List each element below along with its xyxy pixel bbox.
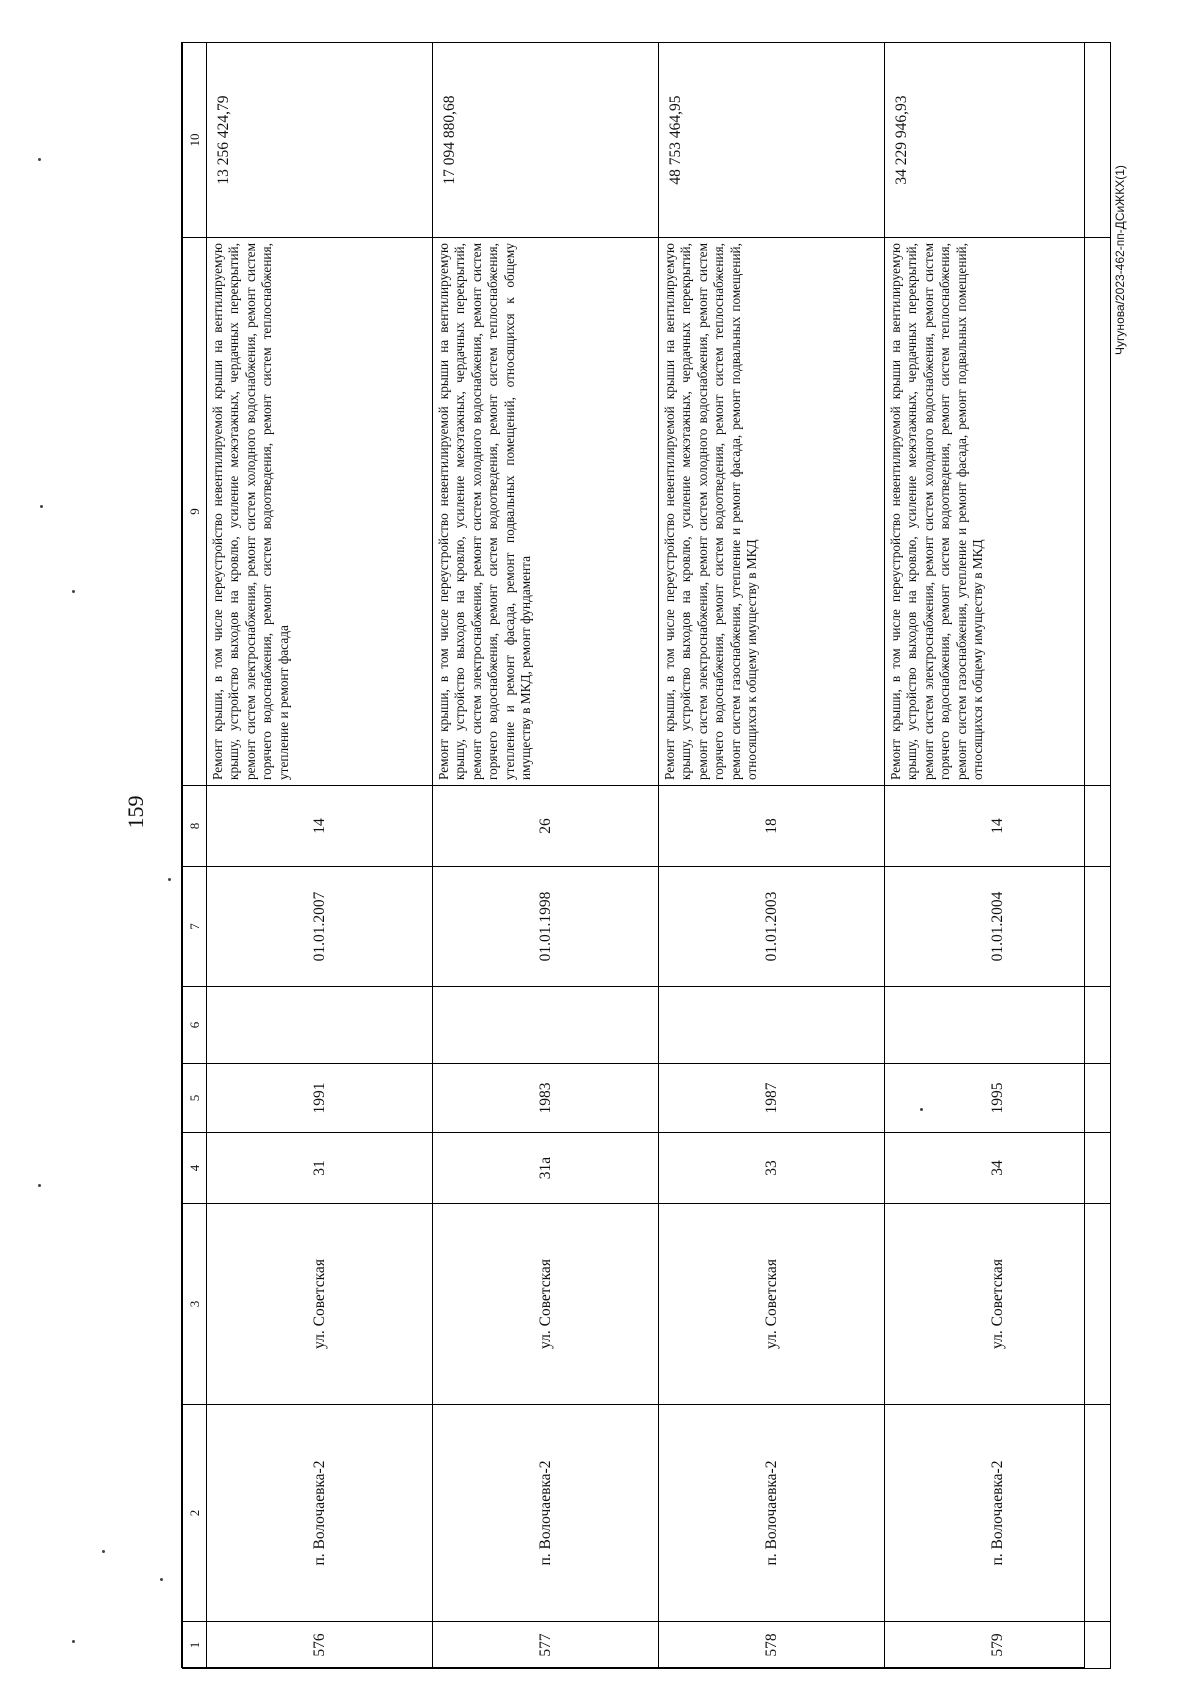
cost-cell: 13 256 424,79 <box>207 43 433 238</box>
column-number-header: 3 <box>183 1204 207 1405</box>
scan-speck <box>40 505 43 508</box>
cost-cell: 34 229 946,93 <box>885 43 1111 238</box>
settlement-cell: п. Волочаевка-2 <box>885 1405 1111 1622</box>
date-cell: 01.01.2007 <box>207 867 433 987</box>
houses-table <box>182 42 1111 1669</box>
row-number-cell: 577 <box>433 1622 659 1669</box>
row-number-cell: 579 <box>885 1622 1111 1669</box>
street-cell: ул. Советская <box>885 1204 1111 1405</box>
empty-cell <box>659 987 885 1064</box>
year-built-cell: 1995 <box>885 1064 1111 1133</box>
scan-speck <box>38 158 41 161</box>
table-row <box>659 43 885 1669</box>
table-row <box>885 43 1111 1669</box>
house-number-cell: 31а <box>433 1133 659 1204</box>
works-description-cell: Ремонт крыши, в том числе переустройство невентилируемой крыши на вентилируемую крышу, устройство выходов на кровлю, усиление межэтажных, чердачных перекрытий, ремонт систем электроснабжения, ремонт систем холодного водоснабжения, ремонт систем горячего водоснабжения, ремонт систем водоотведения, ремонт систем теплоснабжения, утепление и ремонт фасада, ремонт подвальных помещений, относящихся к общему имуществу в МКД, ремонт фундамента <box>433 238 659 786</box>
column-number-header: 6 <box>183 987 207 1064</box>
date-cell: 01.01.2004 <box>885 867 1111 987</box>
column-8-cell: 26 <box>433 786 659 867</box>
scan-speck <box>72 1640 75 1643</box>
street-cell: ул. Советская <box>433 1204 659 1405</box>
settlement-cell: п. Волочаевка-2 <box>207 1405 433 1622</box>
column-number-header: 7 <box>183 867 207 987</box>
scan-speck <box>38 1184 41 1187</box>
cost-cell: 17 094 880,68 <box>433 43 659 238</box>
scan-speck <box>168 878 171 881</box>
empty-cell <box>207 987 433 1064</box>
year-built-cell: 1987 <box>659 1064 885 1133</box>
date-cell: 01.01.2003 <box>659 867 885 987</box>
year-built-cell: 1983 <box>433 1064 659 1133</box>
column-number-header: 8 <box>183 786 207 867</box>
scan-speck <box>102 1550 105 1553</box>
date-cell: 01.01.1998 <box>433 867 659 987</box>
works-description-cell: Ремонт крыши, в том числе переустройство невентилируемой крыши на вентилируемую крышу, устройство выходов на кровлю, усиление межэтажных, чердачных перекрытий, ремонт систем электроснабжения, ремонт систем холодного водоснабжения, ремонт систем горячего водоснабжения, ремонт систем водоотведения, ремонт систем теплоснабжения, ремонт систем газоснабжения, утепление и ремонт фасада, ремонт подвальных помещений, относящихся к общему имуществу в МКД <box>659 238 885 786</box>
settlement-cell: п. Волочаевка-2 <box>433 1405 659 1622</box>
column-8-cell: 14 <box>885 786 1111 867</box>
works-description-cell: Ремонт крыши, в том числе переустройство невентилируемой крыши на вентилируемую крышу, устройство выходов на кровлю, усиление межэтажных, чердачных перекрытий, ремонт систем электроснабжения, ремонт систем холодного водоснабжения, ремонт систем горячего водоснабжения, ремонт систем водоотведения, ремонт систем теплоснабжения, ремонт систем газоснабжения, утепление и ремонт фасада, ремонт подвальных помещений, относящихся к общему имуществу в МКД <box>885 238 1111 786</box>
year-built-cell: 1991 <box>207 1064 433 1133</box>
scan-speck <box>160 1578 163 1581</box>
street-cell: ул. Советская <box>659 1204 885 1405</box>
row-number-cell: 576 <box>207 1622 433 1669</box>
table-rotated-container <box>182 43 1086 1669</box>
street-cell: ул. Советская <box>207 1204 433 1405</box>
house-number-cell: 34 <box>885 1133 1111 1204</box>
column-number-header: 4 <box>183 1133 207 1204</box>
house-number-cell: 33 <box>659 1133 885 1204</box>
table-row <box>207 43 433 1669</box>
column-8-cell: 14 <box>207 786 433 867</box>
row-number-cell: 578 <box>659 1622 885 1669</box>
table-row <box>433 43 659 1669</box>
scan-speck <box>72 590 75 593</box>
empty-cell <box>433 987 659 1064</box>
column-number-header: 5 <box>183 1064 207 1133</box>
column-8-cell: 18 <box>659 786 885 867</box>
document-code: Чугунова/2023-462-пп-ДСиЖКХ(1) <box>1113 165 1127 355</box>
page-number: 159 <box>123 795 148 829</box>
column-number-header: 2 <box>183 1405 207 1622</box>
house-number-cell: 31 <box>207 1133 433 1204</box>
empty-cell <box>885 987 1111 1064</box>
settlement-cell: п. Волочаевка-2 <box>659 1405 885 1622</box>
cost-cell: 48 753 464,95 <box>659 43 885 238</box>
table-header-row <box>183 43 207 1669</box>
works-description-cell: Ремонт крыши, в том числе переустройство невентилируемой крыши на вентилируемую крышу, устройство выходов на кровлю, усиление межэтажных, чердачных перекрытий, ремонт систем электроснабжения, ремонт систем холодного водоснабжения, ремонт систем горячего водоснабжения, ремонт систем водоотведения, ремонт систем теплоснабжения, утепление и ремонт фасада <box>207 238 433 786</box>
column-number-header: 1 <box>183 1622 207 1669</box>
column-number-header: 9 <box>183 238 207 786</box>
column-number-header: 10 <box>183 43 207 238</box>
table-frame <box>181 42 1085 1668</box>
